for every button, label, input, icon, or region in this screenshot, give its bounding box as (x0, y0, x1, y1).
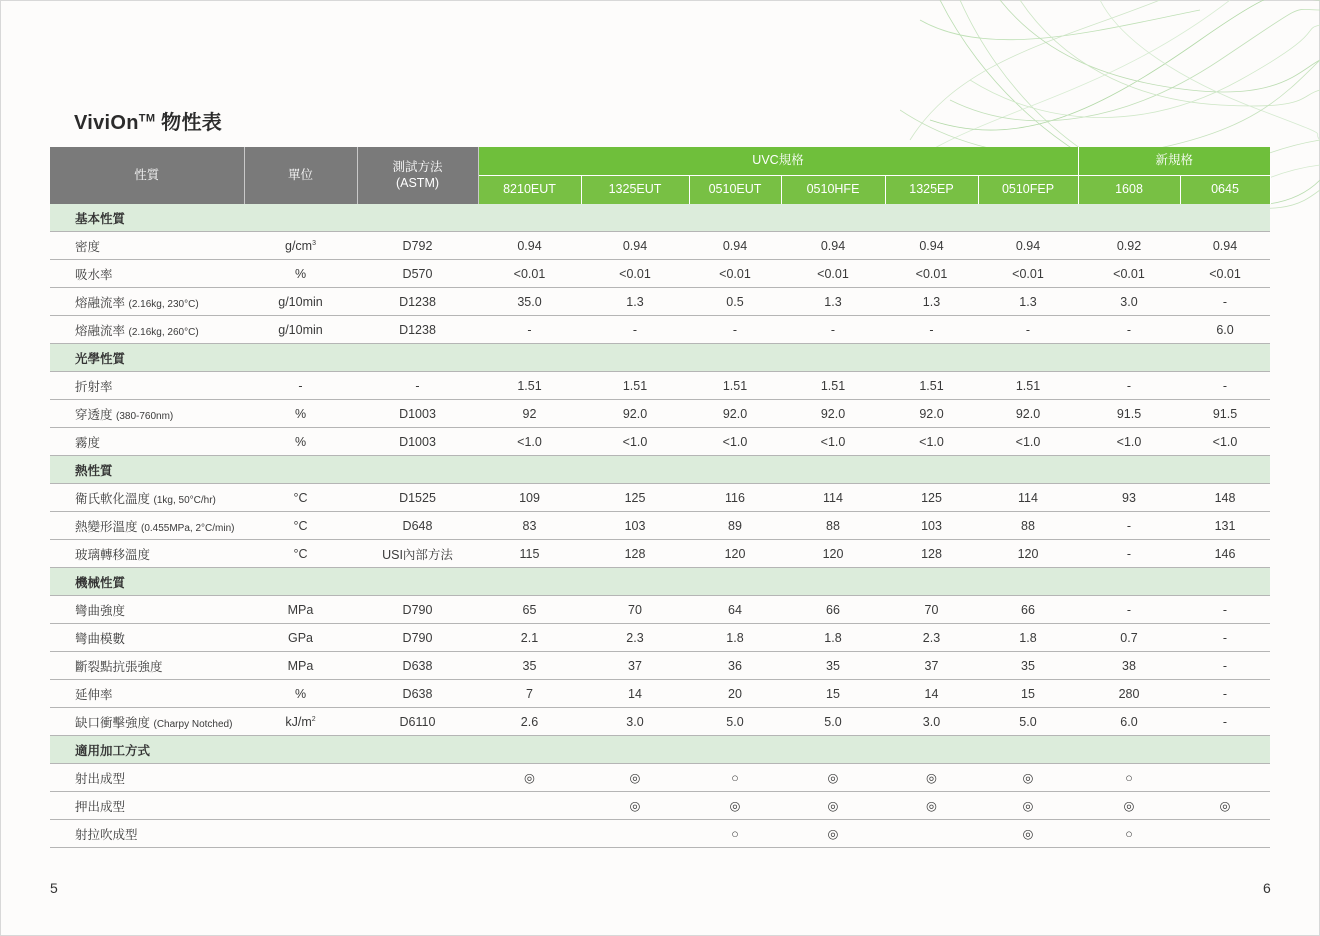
unit-text: % (294, 686, 307, 701)
unit-superscript: 2 (311, 715, 316, 723)
method-cell: D648 (357, 512, 478, 540)
header-method (357, 147, 478, 204)
method-cell: D1238 (357, 288, 478, 316)
value-cell: ◎ (478, 764, 581, 792)
value-cell: 120 (978, 540, 1078, 568)
property-cell (50, 792, 244, 820)
table-row (50, 792, 1270, 820)
property-label: 射出成型 (75, 771, 126, 786)
value-cell: 66 (978, 596, 1078, 624)
unit-cell (244, 764, 357, 792)
value-cell: <0.01 (689, 260, 781, 288)
value-cell: 5.0 (978, 708, 1078, 736)
property-label: 熔融流率 (75, 323, 126, 338)
value-cell: 120 (781, 540, 885, 568)
value-cell: 2.3 (581, 624, 689, 652)
value-cell: 1.51 (689, 372, 781, 400)
section-row (50, 456, 1270, 484)
section-title: 機械性質 (50, 568, 1270, 596)
value-cell: <1.0 (581, 428, 689, 456)
table-row (50, 708, 1270, 736)
table-row (50, 512, 1270, 540)
table-row (50, 484, 1270, 512)
unit-text: % (294, 406, 307, 421)
property-cell (50, 596, 244, 624)
property-label: 霧度 (75, 435, 101, 450)
value-cell: 0.94 (781, 232, 885, 260)
property-cell (50, 624, 244, 652)
header-property: 性質 (50, 147, 244, 204)
method-cell: D6110 (357, 708, 478, 736)
property-label: 押出成型 (75, 799, 126, 814)
value-cell: 2.1 (478, 624, 581, 652)
property-label: 穿透度 (75, 407, 113, 422)
unit-text: % (294, 266, 307, 281)
header-grade: 0510HFE (781, 176, 885, 205)
unit-cell (244, 792, 357, 820)
value-cell: 35 (978, 652, 1078, 680)
value-cell: ○ (1078, 764, 1180, 792)
value-cell: 2.6 (478, 708, 581, 736)
table-row (50, 540, 1270, 568)
value-cell: 15 (978, 680, 1078, 708)
value-cell: 7 (478, 680, 581, 708)
value-cell: ◎ (689, 792, 781, 820)
header-group-new: 新規格 (1078, 147, 1270, 176)
value-cell: ○ (689, 820, 781, 848)
unit-text: - (298, 378, 303, 393)
header-unit: 單位 (244, 147, 357, 204)
value-cell: - (689, 316, 781, 344)
method-cell: D1525 (357, 484, 478, 512)
unit-text: g/10min (278, 322, 323, 337)
header-method-line1: 測試方法 (392, 159, 443, 174)
value-cell: 92.0 (978, 400, 1078, 428)
value-cell: ◎ (978, 820, 1078, 848)
value-cell: 1.3 (885, 288, 978, 316)
value-cell: ◎ (978, 764, 1078, 792)
table-row (50, 596, 1270, 624)
value-cell: - (1180, 288, 1270, 316)
value-cell: 6.0 (1180, 316, 1270, 344)
unit-cell (244, 260, 357, 288)
value-cell: 92.0 (885, 400, 978, 428)
value-cell: 1.51 (781, 372, 885, 400)
value-cell: - (1180, 652, 1270, 680)
value-cell: 3.0 (885, 708, 978, 736)
table-row (50, 680, 1270, 708)
section-title: 熱性質 (50, 456, 1270, 484)
brand-name: ViviOn (74, 112, 139, 134)
unit-cell (244, 540, 357, 568)
value-cell: 109 (478, 484, 581, 512)
value-cell: 1.8 (978, 624, 1078, 652)
value-cell: <1.0 (781, 428, 885, 456)
value-cell: 148 (1180, 484, 1270, 512)
value-cell: 70 (581, 596, 689, 624)
header-grade: 8210EUT (478, 176, 581, 205)
property-cell (50, 820, 244, 848)
page-title (74, 106, 222, 135)
method-cell: D1003 (357, 400, 478, 428)
unit-cell (244, 624, 357, 652)
method-cell: D638 (357, 680, 478, 708)
value-cell: 83 (478, 512, 581, 540)
value-cell: 125 (885, 484, 978, 512)
value-cell: <0.01 (478, 260, 581, 288)
table-row (50, 400, 1270, 428)
value-cell (1180, 764, 1270, 792)
property-label: 斷裂點抗張強度 (75, 659, 163, 674)
section-title: 光學性質 (50, 344, 1270, 372)
property-condition: (0.455MPa, 2°C/min) (141, 522, 235, 534)
property-cell (50, 512, 244, 540)
value-cell: - (1078, 512, 1180, 540)
unit-superscript: 3 (312, 239, 316, 247)
value-cell: - (1078, 596, 1180, 624)
value-cell: ◎ (781, 820, 885, 848)
value-cell: 0.94 (581, 232, 689, 260)
unit-cell (244, 512, 357, 540)
value-cell: 14 (885, 680, 978, 708)
table-row (50, 260, 1270, 288)
property-cell (50, 540, 244, 568)
header-grade: 0645 (1180, 176, 1270, 205)
method-cell: D1003 (357, 428, 478, 456)
value-cell: 0.92 (1078, 232, 1180, 260)
property-label: 延伸率 (75, 687, 113, 702)
method-cell: D1238 (357, 316, 478, 344)
value-cell: ◎ (885, 764, 978, 792)
value-cell: ◎ (581, 792, 689, 820)
unit-cell (244, 652, 357, 680)
method-cell: D790 (357, 624, 478, 652)
value-cell: - (885, 316, 978, 344)
property-label: 折射率 (75, 379, 113, 394)
unit-cell (244, 400, 357, 428)
property-cell (50, 428, 244, 456)
value-cell (581, 820, 689, 848)
value-cell: 92.0 (581, 400, 689, 428)
property-label: 熱變形溫度 (75, 519, 138, 534)
property-cell (50, 400, 244, 428)
unit-cell (244, 820, 357, 848)
value-cell: 0.5 (689, 288, 781, 316)
value-cell: <1.0 (1078, 428, 1180, 456)
table-row (50, 232, 1270, 260)
method-cell (357, 764, 478, 792)
header-group-uvc: UVC規格 (478, 147, 1078, 176)
value-cell: ◎ (978, 792, 1078, 820)
value-cell: 146 (1180, 540, 1270, 568)
method-cell: D792 (357, 232, 478, 260)
property-label: 熔融流率 (75, 295, 126, 310)
property-cell (50, 652, 244, 680)
value-cell: 3.0 (1078, 288, 1180, 316)
value-cell: 0.94 (978, 232, 1078, 260)
value-cell: 1.3 (581, 288, 689, 316)
value-cell: <0.01 (781, 260, 885, 288)
title-text: 物性表 (161, 112, 223, 134)
value-cell (1180, 820, 1270, 848)
value-cell: 128 (581, 540, 689, 568)
value-cell: <0.01 (581, 260, 689, 288)
value-cell: 37 (581, 652, 689, 680)
value-cell: - (1078, 540, 1180, 568)
value-cell: <1.0 (1180, 428, 1270, 456)
value-cell: 5.0 (781, 708, 885, 736)
value-cell: 114 (978, 484, 1078, 512)
value-cell: ○ (1078, 820, 1180, 848)
value-cell: - (1180, 372, 1270, 400)
method-cell: - (357, 372, 478, 400)
method-cell (357, 792, 478, 820)
value-cell: ◎ (1078, 792, 1180, 820)
property-cell (50, 316, 244, 344)
value-cell: ○ (689, 764, 781, 792)
value-cell: 103 (581, 512, 689, 540)
section-row (50, 568, 1270, 596)
unit-cell (244, 428, 357, 456)
table-row (50, 428, 1270, 456)
value-cell: 37 (885, 652, 978, 680)
property-cell (50, 232, 244, 260)
value-cell: - (1078, 316, 1180, 344)
value-cell: 35.0 (478, 288, 581, 316)
header-method-line2: (ASTM) (395, 175, 440, 190)
value-cell: 0.94 (478, 232, 581, 260)
table-row (50, 624, 1270, 652)
property-cell (50, 288, 244, 316)
unit-cell (244, 596, 357, 624)
header-grade: 1608 (1078, 176, 1180, 205)
table-row (50, 820, 1270, 848)
unit-cell (244, 680, 357, 708)
property-label: 密度 (75, 239, 101, 254)
value-cell: 114 (781, 484, 885, 512)
page-number-left: 5 (50, 880, 58, 896)
section-row (50, 344, 1270, 372)
value-cell (478, 792, 581, 820)
property-cell (50, 260, 244, 288)
header-grade: 1325EP (885, 176, 978, 205)
value-cell: 65 (478, 596, 581, 624)
value-cell: 20 (689, 680, 781, 708)
value-cell: 64 (689, 596, 781, 624)
property-cell (50, 372, 244, 400)
method-cell (357, 820, 478, 848)
table-row (50, 764, 1270, 792)
value-cell: 1.8 (689, 624, 781, 652)
value-cell: <0.01 (1078, 260, 1180, 288)
unit-text: °C (293, 490, 308, 505)
value-cell: 1.8 (781, 624, 885, 652)
unit-text: g/cm (285, 238, 313, 253)
property-cell (50, 708, 244, 736)
property-cell (50, 764, 244, 792)
value-cell: 1.3 (978, 288, 1078, 316)
value-cell: - (1180, 680, 1270, 708)
header-grade: 0510EUT (689, 176, 781, 205)
value-cell: 0.94 (689, 232, 781, 260)
value-cell: 125 (581, 484, 689, 512)
header-grade: 0510FEP (978, 176, 1078, 205)
value-cell: - (1180, 624, 1270, 652)
value-cell: <1.0 (885, 428, 978, 456)
value-cell: <1.0 (689, 428, 781, 456)
value-cell (478, 820, 581, 848)
value-cell: ◎ (781, 764, 885, 792)
unit-text: % (294, 434, 307, 449)
page-number-right: 6 (1263, 880, 1271, 896)
value-cell: 35 (781, 652, 885, 680)
property-label: 衛氏軟化溫度 (75, 491, 151, 506)
value-cell: 92.0 (781, 400, 885, 428)
property-label: 玻璃轉移溫度 (75, 547, 151, 562)
unit-cell (244, 484, 357, 512)
value-cell: ◎ (581, 764, 689, 792)
table-row (50, 372, 1270, 400)
value-cell: 91.5 (1078, 400, 1180, 428)
method-cell: D790 (357, 596, 478, 624)
value-cell: 93 (1078, 484, 1180, 512)
value-cell: 131 (1180, 512, 1270, 540)
value-cell: 1.51 (581, 372, 689, 400)
value-cell: 92 (478, 400, 581, 428)
property-cell (50, 680, 244, 708)
value-cell: 88 (781, 512, 885, 540)
value-cell: 92.0 (689, 400, 781, 428)
value-cell: - (581, 316, 689, 344)
value-cell: 36 (689, 652, 781, 680)
value-cell: <0.01 (885, 260, 978, 288)
value-cell: 1.51 (885, 372, 978, 400)
value-cell: <0.01 (1180, 260, 1270, 288)
value-cell: - (1180, 708, 1270, 736)
value-cell: 91.5 (1180, 400, 1270, 428)
method-cell: USI內部方法 (357, 540, 478, 568)
property-condition: (380-760nm) (116, 410, 174, 422)
property-label: 射拉吹成型 (75, 827, 138, 842)
unit-cell (244, 316, 357, 344)
value-cell: 38 (1078, 652, 1180, 680)
value-cell: 103 (885, 512, 978, 540)
value-cell: <1.0 (478, 428, 581, 456)
value-cell: 3.0 (581, 708, 689, 736)
section-title: 適用加工方式 (50, 736, 1270, 764)
value-cell: 5.0 (689, 708, 781, 736)
value-cell: 0.94 (1180, 232, 1270, 260)
value-cell: 1.51 (478, 372, 581, 400)
value-cell: 66 (781, 596, 885, 624)
value-cell: 0.94 (885, 232, 978, 260)
value-cell: ◎ (1180, 792, 1270, 820)
value-cell: - (478, 316, 581, 344)
property-condition: (1kg, 50°C/hr) (153, 494, 216, 506)
unit-text: °C (293, 546, 308, 561)
header-grade: 1325EUT (581, 176, 689, 205)
value-cell: 280 (1078, 680, 1180, 708)
unit-cell (244, 288, 357, 316)
property-label: 缺口衝擊強度 (75, 715, 151, 730)
value-cell: 88 (978, 512, 1078, 540)
table-row (50, 316, 1270, 344)
value-cell: 6.0 (1078, 708, 1180, 736)
value-cell: 128 (885, 540, 978, 568)
value-cell: <1.0 (978, 428, 1078, 456)
value-cell: 35 (478, 652, 581, 680)
method-cell: D570 (357, 260, 478, 288)
unit-cell (244, 372, 357, 400)
trademark-mark: TM (138, 112, 156, 125)
value-cell: 2.3 (885, 624, 978, 652)
value-cell: 70 (885, 596, 978, 624)
value-cell: 1.51 (978, 372, 1078, 400)
value-cell: 1.3 (781, 288, 885, 316)
unit-text: GPa (287, 630, 313, 645)
unit-text: MPa (287, 602, 314, 617)
value-cell: - (978, 316, 1078, 344)
value-cell: - (1078, 372, 1180, 400)
property-condition: (Charpy Notched) (153, 718, 233, 730)
value-cell: 89 (689, 512, 781, 540)
property-condition: (2.16kg, 260°C) (128, 326, 199, 338)
property-label: 彎曲強度 (75, 603, 126, 618)
value-cell: ◎ (885, 792, 978, 820)
value-cell: 115 (478, 540, 581, 568)
value-cell: 14 (581, 680, 689, 708)
property-condition: (2.16kg, 230°C) (128, 298, 199, 310)
method-cell: D638 (357, 652, 478, 680)
property-label: 吸水率 (75, 267, 113, 282)
unit-text: MPa (287, 658, 314, 673)
section-row (50, 736, 1270, 764)
value-cell (885, 820, 978, 848)
value-cell: 120 (689, 540, 781, 568)
property-cell (50, 484, 244, 512)
value-cell: - (781, 316, 885, 344)
unit-text: kJ/m (285, 714, 312, 729)
table-row (50, 652, 1270, 680)
value-cell: - (1180, 596, 1270, 624)
section-row (50, 204, 1270, 232)
section-title: 基本性質 (50, 204, 1270, 232)
unit-cell (244, 708, 357, 736)
value-cell: 0.7 (1078, 624, 1180, 652)
table-row (50, 288, 1270, 316)
value-cell: 15 (781, 680, 885, 708)
value-cell: <0.01 (978, 260, 1078, 288)
value-cell: 116 (689, 484, 781, 512)
property-label: 彎曲模數 (75, 631, 126, 646)
unit-cell (244, 232, 357, 260)
value-cell: ◎ (781, 792, 885, 820)
properties-table (50, 147, 1271, 848)
unit-text: °C (293, 518, 308, 533)
unit-text: g/10min (278, 294, 323, 309)
